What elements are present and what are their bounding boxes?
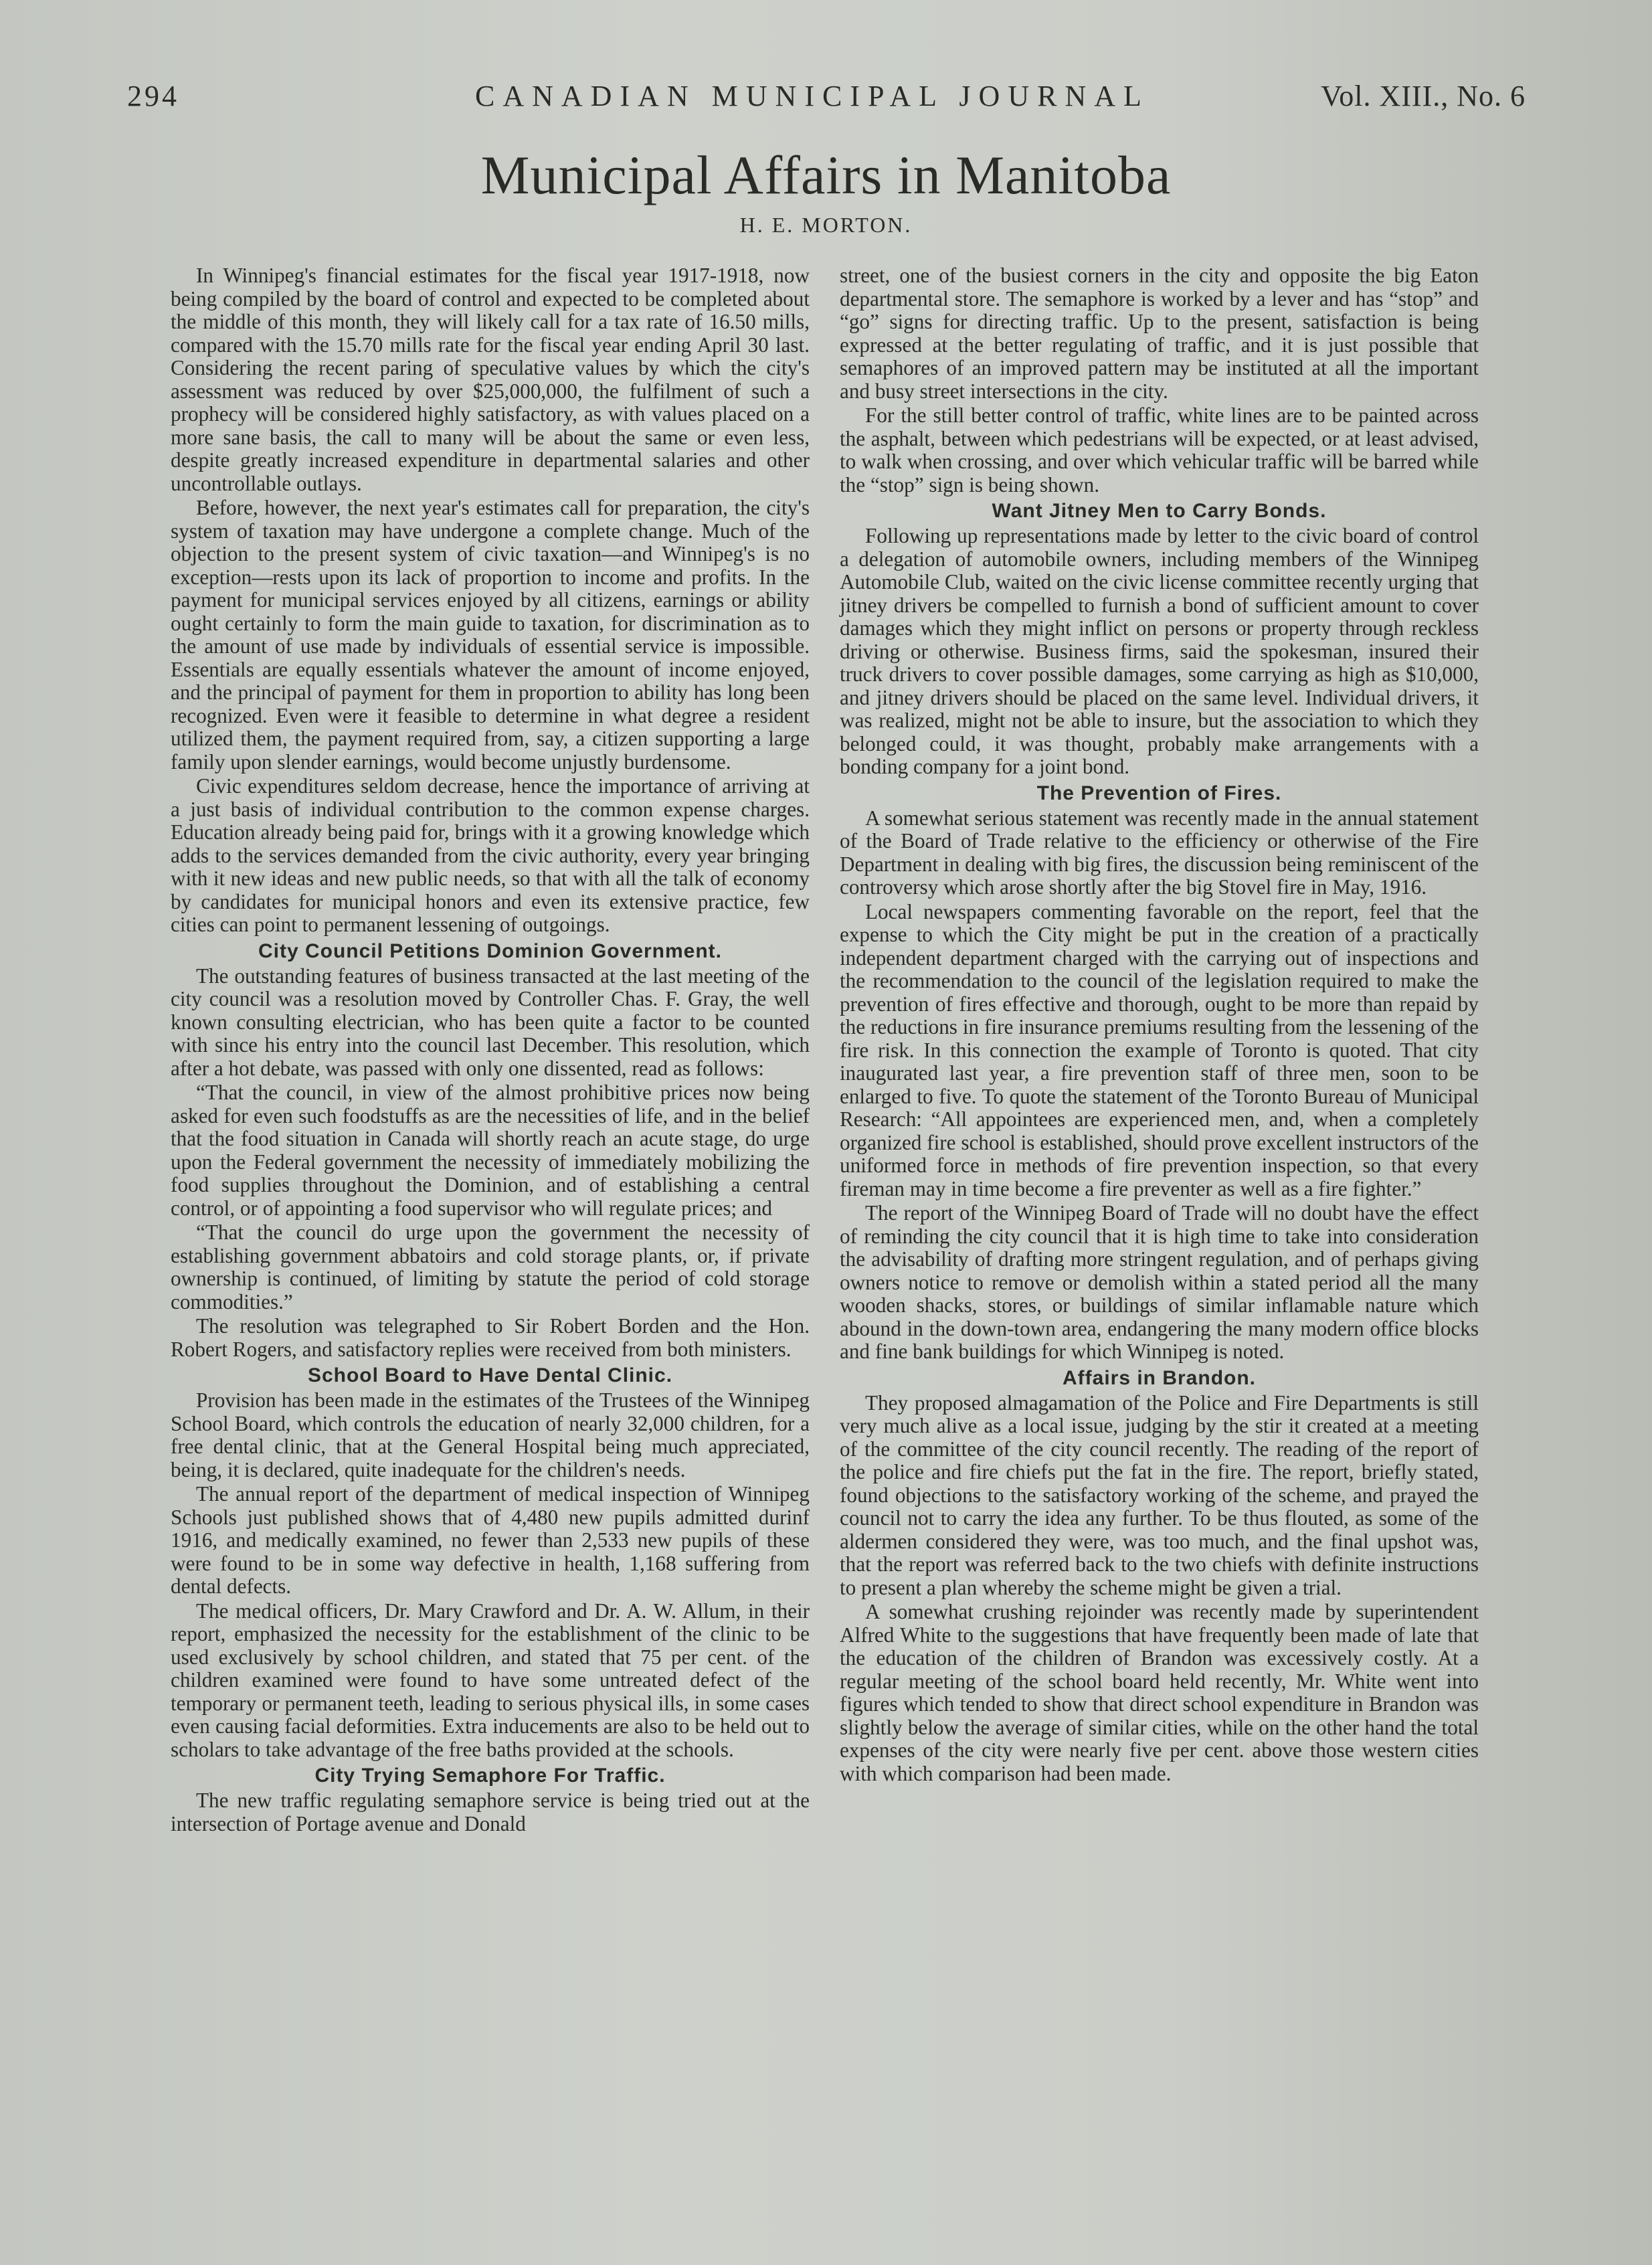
paragraph: In Winnipeg's financial estimates for the fiscal year 1917-1918, now being compiled by the board of control and expected to be completed about the middle of this month, they will likely call for a tax rate of 16.50 mills, compared with the 15.70 mills rate for the fiscal year ending April 30 last. Considering the recent paring of speculative values by which the city's assessment was reduced by over $25,000,000, the fulfilment of such a prophecy will be considered highly satisfactory, as with values placed on a more sane basis, the call to many will be about the same or even less, despite greatly increased expenditure in departmental salaries and other uncontrollable outlays. — [171, 264, 810, 495]
paragraph: They proposed almagamation of the Police and Fire Departments is still very much alive as a local issue, judging by the stir it created at a meeting of the committee of the city council recently. The reading of the report of the police and fire chiefs put the fat in the fire. The report, briefly stated, found objections to the satisfactory working of the scheme, and prayed the council not to carry the idea any further. To be thus flouted, as some of the aldermen considered they were, was too much, and the final upshot was, that the report was referred back to the two chiefs with definite instructions to present a plan whereby the scheme might be given a trial. — [840, 1390, 1479, 1599]
section-heading: City Trying Semaphore For Traffic. — [314, 1764, 666, 1787]
paragraph: Local newspapers commenting favorable on the report, feel that the expense to which the City might be put in the creation of a practically independent department charged with the carrying out of inspections and the recommendation to the council of the legislation required to make the prevention of fires effective and thorough, ought to be more than repaid by the reductions in fire insurance premiums resulting from the lessening of the fire risk. In this connection the example of Toronto is quoted. That city inaugurated last year, a fire prevention staff of three men, soon to be enlarged to five. To quote the statement of the Toronto Bureau of Municipal Research: “All appointees are experienced men, and, when a completely organized fire school is established, should prove excellent instructors of the uniformed force in methods of fire prevention inspection, so that every fireman may in time become a fire preventer as well as a fire fighter.” — [840, 899, 1479, 1200]
section-heading: The Prevention of Fires. — [1036, 782, 1282, 804]
paragraph: street, one of the busiest corners in the city and opposite the big Eaton departmental store. The semaphore is worked by a lever and has “stop” and “go” signs for directing traffic. Up to the present, satisfaction is being expressed at the better regulating of traffic, and it is just possible that semaphores of an improved pattern may be instituted at all the important and busy street intersections in the city. — [840, 264, 1479, 403]
paragraph: The medical officers, Dr. Mary Crawford and Dr. A. W. Allum, in their report, emphasized the necessity for the establishment of the clinic to be used exclusively by school children, and stated that 75 per cent. of the children examined were found to have some untreated defect of the temporary or permanent teeth, leading to serious physical ills, in some cases even causing facial deformities. Extra inducements are also to be held out to scholars to take advantage of the free baths provided at the schools. — [171, 1599, 810, 1761]
paragraph: Provision has been made in the estimates of the Trustees of the Winnipeg School Board, which controls the education of nearly 32,000 children, for a free dental clinic, that at the General Hospital being much appreciated, being, it is declared, quite inadequate for the children's needs. — [171, 1388, 810, 1481]
article-title: Municipal Affairs in Manitoba — [480, 145, 1172, 205]
journal-title: CANADIAN MUNICIPAL JOURNAL — [475, 80, 1150, 112]
paragraph: The report of the Winnipeg Board of Trade will no doubt have the effect of reminding the city council that it is high time to take into consideration the advisability of drafting more stringent regulation, and of perhaps giving owners notice to remove or demolish within a stated period all the many wooden shacks, stores, or buildings of similar inflamable nature which abound in the down-town area, endangering the many modern office blocks and fine bank buildings for which Winnipeg is noted. — [840, 1201, 1479, 1363]
paragraph: A somewhat serious statement was recently made in the annual statement of the Board of Trade relative to the efficiency or otherwise of the Fire Department in dealing with big fires, the discussion being reminiscent of the controversy which arose shortly after the big Stovel fire in May, 1916. — [840, 806, 1479, 899]
paragraph: A somewhat crushing rejoinder was recently made by superintendent Alfred White to the suggestions that have frequently been made of late that the education of the children of Brandon was excessively costly. At a regular meeting of the school board held recently, Mr. White went into figures which tended to show that direct school expenditure in Brandon was slightly below the average of similar cities, while on the other hand the total expenses of the city were nearly five per cent. above those western cities with which comparison had been made. — [840, 1600, 1479, 1785]
paragraph: “That the council, in view of the almost prohibitive prices now being asked for even such foodstuffs as are the necessities of life, and in the belief that the food situation in Canada will shortly reach an acute stage, do urge upon the Federal government the necessity of immediately mobilizing the food supplies throughout the Dominion, and of establishing a central control, or of appointing a food supervisor who will regulate prices; and — [171, 1081, 810, 1220]
paragraph: The new traffic regulating semaphore service is being tried out at the intersection of Portage avenue and Donald — [171, 1789, 810, 1835]
paragraph: The resolution was telegraphed to Sir Robert Borden and the Hon. Robert Rogers, and satisfactory replies were received from both ministers. — [171, 1314, 810, 1361]
page-number: 294 — [127, 80, 179, 112]
running-head — [127, 79, 1526, 119]
paragraph: Following up representations made by letter to the civic board of control a delegation of automobile owners, including members of the Winnipeg Automobile Club, waited on the civic license committee recently urging that jitney drivers be compelled to furnish a bond of sufficient amount to cover damages which they might inflict on persons or property through reckless driving or otherwise. Business firms, said the spokesman, insured their truck drivers to cover possible damages, some carrying as high as $10,000, and jitney drivers should be placed on the same level. Individual drivers, it was realized, might not be able to insure, but the association to which they belonged could, it was thought, probably make arrangements with a bonding company for a joint bond. — [840, 524, 1479, 778]
section-heading: Want Jitney Men to Carry Bonds. — [992, 500, 1327, 522]
section-heading: City Council Petitions Dominion Government. — [258, 939, 723, 962]
section-heading: School Board to Have Dental Clinic. — [307, 1364, 673, 1386]
article-author: H. E. MORTON. — [739, 213, 913, 237]
volume-number: Vol. XIII., No. 6 — [1321, 80, 1526, 112]
paragraph: Before, however, the next year's estimates call for preparation, the city's system of taxation may have undergone a complete change. Much of the objection to the present system of civic taxation—and Winnipeg's is no exception—rests upon its lack of proportion to income and profits. In the payment for municipal services enjoyed by all citizens, earnings or ability ought certainly to form the main guide to taxation, for discrimination as to the amount of use made by individuals of essential service is impossible. Essentials are equally essentials whatever the amount of income enjoyed, and the principal of payment for them in proportion to ability has long been recognized. Even were it feasible to determine in what degree a resident utilized them, the payment required from, say, a citizen supporting a large family upon slender earnings, would become unjustly burdensome. — [171, 496, 810, 774]
section-heading: Affairs in Brandon. — [1062, 1366, 1256, 1389]
paragraph: Civic expenditures seldom decrease, hence the importance of arriving at a just basis of individual contribution to the common expense charges. Education already being paid for, brings with it a growing knowledge which adds to the services demanded from the civic authority, every year bringing with it new ideas and new public needs, so that with all the talk of economy by candidates for municipal honors and even its extensive practice, few cities can point to permanent lessening of outgoings. — [171, 774, 810, 936]
paragraph: The annual report of the department of medical inspection of Winnipeg Schools just published shows that of 4,480 new pupils admitted durinf 1916, and medically examined, no fewer than 2,533 new pupils of these were found to be in some way defective in health, 1,168 suffering from dental defects. — [171, 1482, 810, 1598]
paragraph: For the still better control of traffic, white lines are to be painted across the asphalt, between which pedestrians will be expected, or at least advised, to walk when crossing, and over which vehicular traffic will be barred while the “stop” sign is being shown. — [840, 403, 1479, 496]
paragraph: “That the council do urge upon the government the necessity of establishing government abbatoirs and cold storage plants, or, if private ownership is continued, of limiting by statute the period of cold storage commodities.” — [171, 1220, 810, 1313]
left-column — [171, 264, 810, 1837]
paragraph: The outstanding features of business transacted at the last meeting of the city council was a resolution moved by Controller Chas. F. Gray, the well known consulting electrician, who has been quite a factor to be counted with since his entry into the council last December. This resolution, which after a hot debate, was passed with only one dissented, read as follows: — [171, 964, 810, 1080]
right-column — [840, 264, 1479, 1787]
